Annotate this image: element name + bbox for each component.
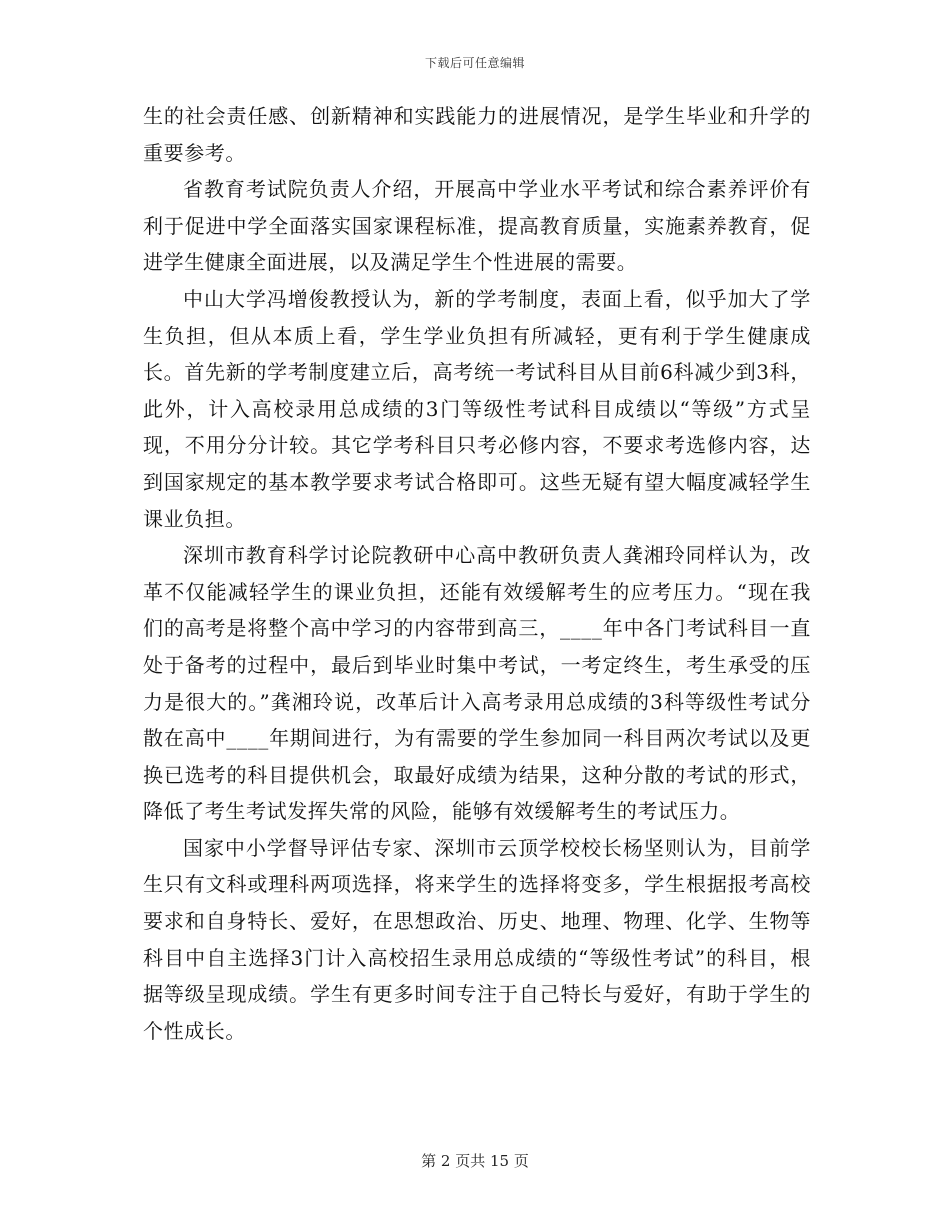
page-number: 第 2 页共 15 页	[421, 1152, 529, 1170]
paragraph: 生的社会责任感、创新精神和实践能力的进展情况，是学生毕业和升学的重要参考。	[143, 104, 811, 165]
body-text	[143, 98, 811, 1049]
paragraph: 国家中小学督导评估专家、深圳市云顶学校校长杨坚则认为，目前学生只有文科或理科两项选择，将来学生的选择将变多，学生根据报考高校要求和自身特长、爱好，在思想政治、历史、地理、物理、化学、生物等科目中自主选择3门计入高校招生录用总成绩的“等级性考试”的科目，根据等级呈现成绩。学生有更多时间专注于自己特长与爱好，有助于学生的个性成长。	[143, 835, 811, 1043]
page-header: 下载后可任意编辑	[424, 56, 525, 70]
paragraph: 中山大学冯增俊教授认为，新的学考制度，表面上看，似乎加大了学生负担，但从本质上看，学生学业负担有所减轻，更有利于学生健康成长。首先新的学考制度建立后，高考统一考试科目从目前6科减少到3科，此外，计入高校录用总成绩的3门等级性考试科目成绩以“等级”方式呈现，不用分分计较。其它学考科目只考必修内容，不要求考选修内容，达到国家规定的基本教学要求考试合格即可。这些无疑有望大幅度减轻学生课业负担。	[143, 286, 811, 531]
paragraph: 深圳市教育科学讨论院教研中心高中教研负责人龚湘玲同样认为，改革不仅能减轻学生的课业负担，还能有效缓解考生的应考压力。“现在我们的高考是将整个高中学习的内容带到高三，____年中各门考试科目一直处于备考的过程中，最后到毕业时集中考试，一考定终生，考生承受的压力是很大的。”龚湘玲说，改革后计入高考录用总成绩的3科等级性考试分散在高中____年期间进行，为有需要的学生参加同一科目两次考试以及更换已选考的科目提供机会，取最好成绩为结果，这种分散的考试的形式，降低了考生考试发挥失常的风险，能够有效缓解考生的考试压力。	[143, 543, 811, 824]
paragraph: 省教育考试院负责人介绍，开展高中学业水平考试和综合素养评价有利于促进中学全面落实国家课程标准，提高教育质量，实施素养教育，促进学生健康全面进展，以及满足学生个性进展的需要。	[143, 177, 811, 275]
